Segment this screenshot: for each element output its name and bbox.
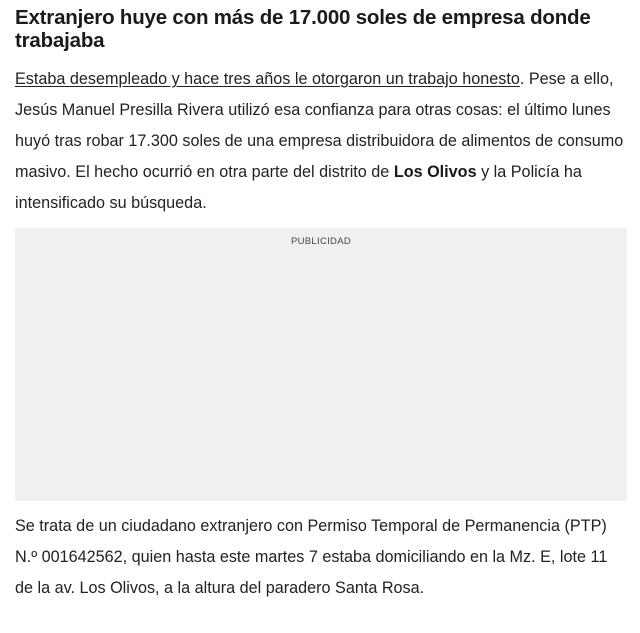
article-paragraph-2: Se trata de un ciudadano extranjero con Permiso Temporal de Permanencia (PTP) N.º 001642562, quien hasta este martes 7 estaba domiciliando en la Mz. E, lote 11 de la av. Los Olivos, a la altura del paradero Santa Rosa.: [15, 517, 608, 597]
paragraph-text: . Pese a ello, Jesús Manuel Presilla Rivera utilizó esa confianza para otras cosas: el último lunes huyó tras robar 17.300 soles de una empresa distribuidora de alimentos de consumo masivo. El hecho ocurrió en otra parte del distrito de: [15, 70, 624, 181]
advertisement-label: PUBLICIDAD: [290, 236, 351, 247]
paragraph-text-end: y la Policía ha intensificado su búsqueda.: [15, 163, 582, 212]
advertisement-slot[interactable]: [15, 228, 627, 501]
article: [15, 0, 627, 219]
location-bold: Los Olivos: [393, 163, 477, 181]
article-headline: Extranjero huye con más de 17.000 soles de empresa donde trabajaba: [15, 6, 591, 52]
lead-link[interactable]: Estaba desempleado y hace tres años le otorgaron un trabajo honesto: [15, 70, 520, 88]
article-paragraph-1: [15, 64, 627, 219]
